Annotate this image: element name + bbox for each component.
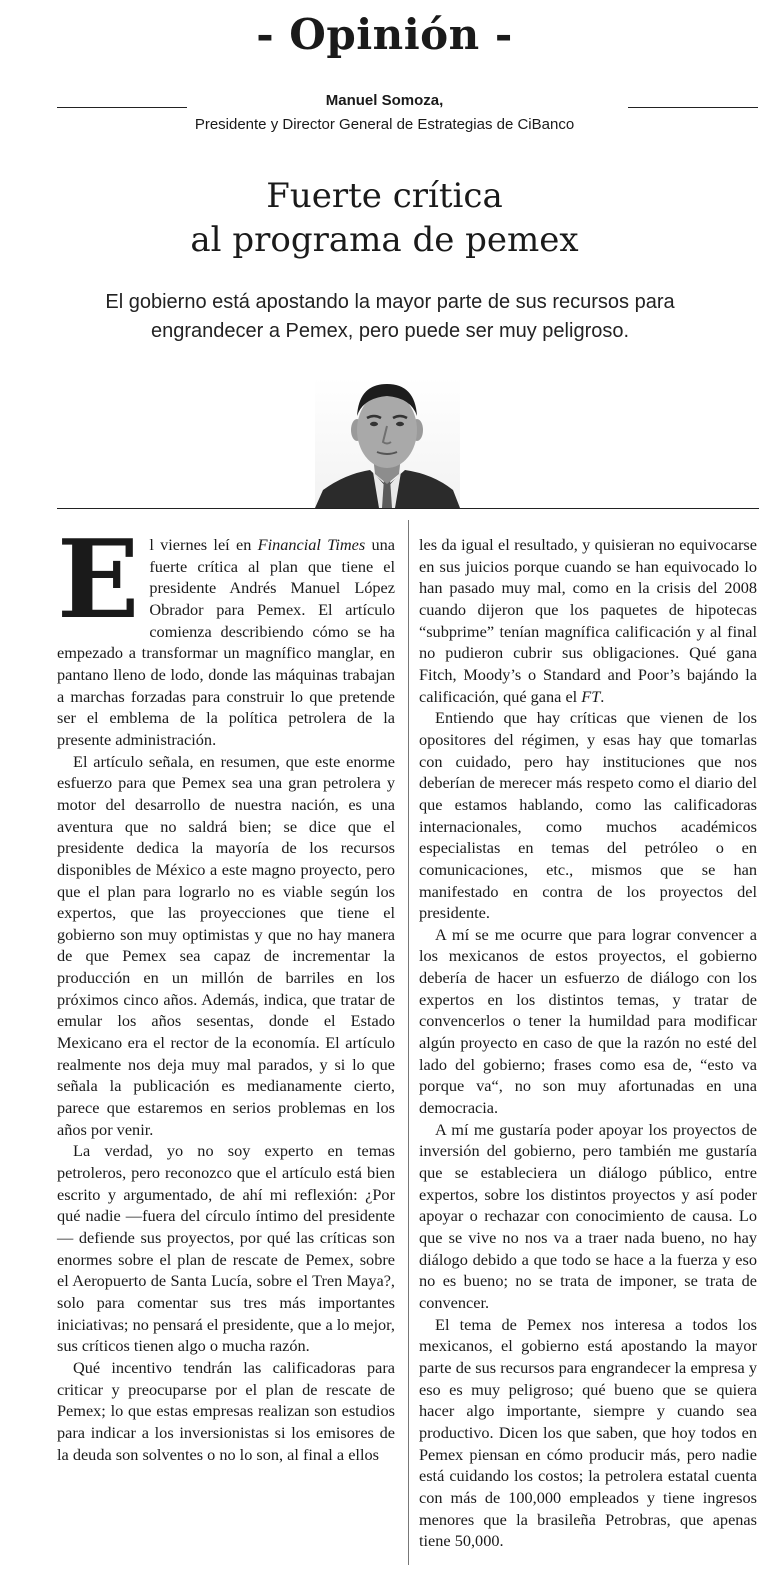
paragraph-7: A mí me gustaría poder apoyar los proyectos de inversión del gobierno, pero también me gustaría que se estableciera un diálogo público, entre expertos, sobre los distintos proyectos y así poder apoyar o rechazar con conocimiento de causa. Lo que se vive no nos va a traer nada bueno, no hay diálogo debido a que todo se hace a la fuerza y eso no es bueno; no se trata de imponer, se trata de convencer. [419,1119,757,1312]
paragraph-1: El viernes leí en Financial Times una fuerte crítica al plan que tiene el presidente Andrés Manuel López Obrador para Pemex. El artículo comienza describiendo cómo se ha empezado a transformar un magnífico manglar, en pantano lleno de lodo, donde las máquinas trabajan a marchas forzadas para construir lo que pretende ser el emblema de la política petrolera de la presente administración. [57,517,396,749]
paragraph-4-continued: les da igual el resultado, y quisieran no equivocarse en sus juicios porque cuando se han equivocado lo han pasado muy mal, como en la crisis del 2008 cuando dijeron que los paquetes de hipotecas “subprime” tenían magnífica calificación y al final no pudieron cubrir sus obligaciones. Qué gana Fitch, Moody’s o Standard and Poor’s bajándo la calificación, qué gana el FT. [419,535,757,706]
author-photo [315,378,460,508]
headline-line-2: al programa de pemex [190,220,579,260]
author-name: Manuel Somoza, [325,92,444,109]
paragraph-8: El tema de Pemex nos interesa a todos los mexicanos, el gobierno está apostando la mayor parte de sus recursos para engrandecer la empresa y eso es muy peligroso; qué bueno que se quiera hacer algo importante, siempre y cuando sea productivo. Dicen los que saben, que hoy todos en Pemex piensan en cómo producir más, pero nadie está cuidando los costos; la petrolera estatal cuenta con más de 100,000 empleados y tiene ingresos menores que la brasileña Petrobras, que apenas tiene 50,000. [419,1314,757,1551]
paragraph-2: El artículo señala, en resumen, que este enorme esfuerzo para que Pemex sea una gran petrolera y motor del desarrollo de nuestra nación, es una aventura que no saldrá bien; se dice que el presidente dedica la mayoría de los recursos disponibles de México a este magno proyecto, pero que el plan para lograrlo no es viable según los expertos, que las proyecciones que tiene el gobierno son muy optimistas y que no hay manera de que Pemex sea capaz de incrementar la producción en un millón de barriles en los próximos cinco años. Además, indica, que tratar de emular los años sesentas, donde el Estado Mexicano era el rector de la economía. El artículo realmente nos deja muy mal parados, y si lo que señala la publicación es medianamente cierto, parece que estaremos en serios problemas en los años por venir. [57,751,395,1139]
paragraph-5: Entiendo que hay críticas que vienen de los opositores del régimen, y esas hay que tomarlas con cuidado, pero hay instituciones que nos deberían de merecer más respeto como el diario del que estamos hablando, como las calificadoras internacionales, como muchos académicos especialistas en temas del petróleo o en comunicaciones, etc., mismos que se han manifestado en contra de los proyectos del presidente. [419,708,757,923]
paragraph-6: A mí se me ocurre que para lograr convencer a los mexicanos de estos proyectos, el gobierno debería de hacer un esfuerzo de diálogo con los expertos en los distintos temas, y tratar de convencerlos o tener la humildad para modificar algún proyecto en caso de que la razón no esté del lado del gobierno; frases como esa de, “esto va porque va“, no son muy afortunadas en una democracia. [419,924,757,1118]
subheadline: El gobierno está apostando la mayor parte de sus recursos para engrandecer a Pemex, pero puede ser muy peligroso. [105,291,675,342]
article-column-1 [57,517,396,1465]
paragraph-4: Qué incentivo tendrán las calificadoras para criticar y preocuparse por el plan de rescate de Pemex; lo que estas empresas realizan son estudios para indicar a los inversionistas si los emisores de la deuda son solventes o no lo son, al final a ellos [57,1357,395,1464]
author-role: Presidente y Director General de Estrategias de CiBanco [194,116,575,133]
headline-line-1: Fuerte crítica [266,176,503,216]
drop-cap: E [57,517,140,643]
section-title: - Opinión - [256,10,513,59]
author-portrait-icon [315,378,460,508]
publication-name: Financial Times [257,535,366,554]
publication-abbrev: FT [581,686,601,706]
column-divider [408,520,409,1565]
header-divider [57,508,759,509]
headline [0,174,769,262]
article-column-2 [419,534,757,1552]
paragraph-3: La verdad, yo no soy experto en temas petroleros, pero reconozco que el artículo está bien escrito y argumentado, de ahí mi reflexión: ¿Por qué nadie —fuera del círculo íntimo del presidente— defiende sus proyectos, por qué las críticas son enormes sobre el plan de rescate de Pemex, sobre el Aeropuerto de Santa Lucía, sobre el Tren Maya?, solo para comentar sus tres más importantes iniciativas; no pensará el presidente, que a lo mejor, sus críticos tienen algo o mucha razón. [57,1141,395,1356]
